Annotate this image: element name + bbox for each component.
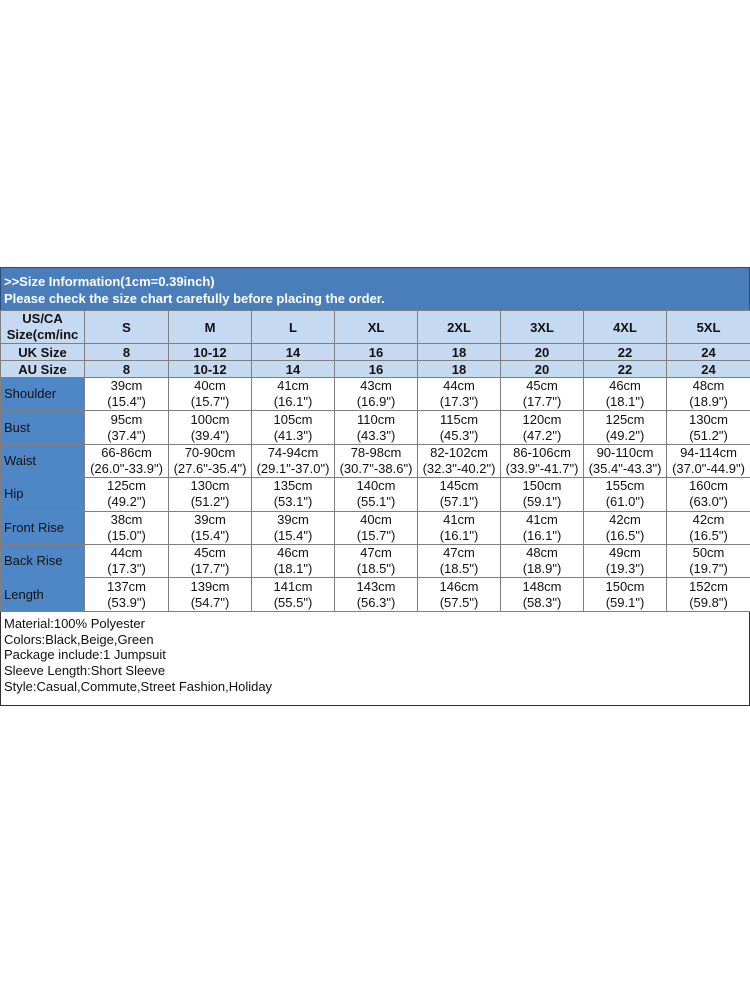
inch-value: (16.1") [522, 527, 562, 543]
measurement-cell [418, 544, 501, 577]
us-ca-size-header: US/CA Size(cm/inc [1, 311, 85, 344]
cm-value: 135cm [273, 478, 313, 494]
cm-value: 160cm [688, 478, 729, 494]
size-cell: 18 [418, 344, 501, 361]
product-notes [0, 612, 750, 706]
measurement-row [1, 444, 750, 477]
size-header-cell: XL [335, 311, 418, 344]
measurement-cell [169, 378, 252, 411]
measurement-label: Shoulder [1, 378, 85, 411]
inch-value: (27.6"-35.4") [173, 460, 247, 476]
cm-value: 141cm [273, 578, 313, 594]
inch-value: (56.3") [356, 594, 396, 610]
cm-value: 74-94cm [267, 444, 319, 460]
cm-value: 66-86cm [101, 444, 152, 460]
measurement-cell [667, 544, 750, 577]
cm-value: 120cm [522, 411, 562, 427]
inch-value: (51.2") [190, 494, 230, 510]
inch-value: (54.7") [190, 594, 230, 610]
inch-value: (33.9"-41.7") [505, 460, 579, 476]
inch-value: (55.5") [273, 594, 313, 610]
cm-value: 130cm [688, 411, 729, 427]
measurement-cell [85, 411, 169, 444]
inch-value: (15.4") [273, 527, 313, 543]
measurement-cell [85, 478, 169, 511]
cm-value: 152cm [688, 578, 729, 594]
measurement-row [1, 411, 750, 444]
measurement-cell [85, 544, 169, 577]
measurement-label: Length [1, 578, 85, 611]
measurement-cell [501, 478, 584, 511]
cm-value: 78-98cm [350, 444, 402, 460]
measurement-cell [252, 411, 335, 444]
cm-value: 41cm [443, 511, 475, 527]
cm-value: 45cm [194, 545, 226, 561]
au-row [1, 361, 750, 378]
cm-value: 39cm [194, 511, 226, 527]
cm-value: 48cm [692, 378, 725, 394]
measurement-cell [584, 411, 667, 444]
measurement-cell [169, 511, 252, 544]
inch-value: (15.0") [107, 527, 146, 543]
cm-value: 39cm [110, 378, 143, 394]
size-cell: 20 [501, 344, 584, 361]
cm-value: 90-110cm [596, 444, 654, 460]
measurement-cell [335, 544, 418, 577]
inch-value: (30.7"-38.6") [339, 460, 413, 476]
measurement-cell [667, 378, 750, 411]
inch-value: (18.1") [273, 561, 313, 577]
inch-value: (51.2") [689, 427, 728, 443]
inch-value: (19.3") [605, 561, 645, 577]
cm-value: 40cm [194, 378, 226, 394]
banner-subtitle: Please check the size chart carefully before placing the order. [4, 291, 385, 306]
measurement-cell [418, 444, 501, 477]
size-header-cell: 5XL [667, 311, 750, 344]
inch-value: (43.3") [356, 427, 396, 443]
uk-row [1, 344, 750, 361]
measurement-cell [335, 378, 418, 411]
measurement-cell [501, 411, 584, 444]
measurement-cell [335, 578, 418, 611]
size-cell: 16 [335, 361, 418, 378]
inch-value: (18.5") [439, 561, 479, 577]
inch-value: (17.3") [439, 394, 479, 410]
size-cell: 18 [418, 361, 501, 378]
measurement-cell [252, 578, 335, 611]
cm-value: 150cm [605, 578, 645, 594]
inch-value: (15.7") [190, 394, 230, 410]
measurement-cell [667, 511, 750, 544]
cm-value: 49cm [609, 545, 641, 561]
inch-value: (29.1"-37.0") [256, 460, 330, 476]
size-cell: 10-12 [169, 361, 252, 378]
inch-value: (59.1") [522, 494, 562, 510]
measurement-label: Waist [1, 444, 85, 477]
cm-value: 42cm [609, 511, 641, 527]
measurement-cell [252, 511, 335, 544]
cm-value: 41cm [277, 378, 309, 394]
cm-value: 44cm [443, 378, 475, 394]
cm-value: 139cm [190, 578, 230, 594]
inch-value: (17.7") [190, 561, 230, 577]
measurement-cell [85, 378, 169, 411]
measurement-cell [418, 478, 501, 511]
measurement-row [1, 511, 750, 544]
measurement-cell [584, 444, 667, 477]
inch-value: (59.1") [605, 594, 645, 610]
measurement-cell [501, 578, 584, 611]
header-row [1, 311, 750, 344]
inch-value: (18.5") [356, 561, 396, 577]
cm-value: 86-106cm [513, 444, 571, 460]
inch-value: (16.1") [273, 394, 313, 410]
measurement-row [1, 478, 750, 511]
measurement-cell [169, 478, 252, 511]
measurement-cell [584, 578, 667, 611]
size-table [0, 310, 750, 612]
inch-value: (39.4") [190, 427, 230, 443]
row-header: AU Size [1, 361, 85, 378]
size-cell: 14 [252, 344, 335, 361]
cm-value: 38cm [110, 511, 143, 527]
measurement-cell [252, 544, 335, 577]
cm-value: 41cm [526, 511, 558, 527]
inch-value: (18.9") [522, 561, 562, 577]
inch-value: (19.7") [689, 561, 728, 577]
cm-value: 110cm [356, 411, 396, 427]
measurement-cell [418, 578, 501, 611]
measurement-row [1, 378, 750, 411]
measurement-cell [335, 478, 418, 511]
cm-value: 95cm [110, 411, 143, 427]
inch-value: (61.0") [605, 494, 645, 510]
size-cell: 8 [85, 344, 169, 361]
cm-value: 125cm [106, 478, 147, 494]
measurement-cell [252, 378, 335, 411]
cm-value: 150cm [522, 478, 562, 494]
cm-value: 48cm [526, 545, 558, 561]
size-cell: 16 [335, 344, 418, 361]
size-cell: 8 [85, 361, 169, 378]
inch-value: (15.7") [356, 527, 396, 543]
row-header: UK Size [1, 344, 85, 361]
cm-value: 46cm [277, 545, 309, 561]
measurement-label: Front Rise [1, 511, 85, 544]
inch-value: (37.0"-44.9") [672, 460, 745, 476]
size-cell: 14 [252, 361, 335, 378]
size-header-cell: M [169, 311, 252, 344]
cm-value: 105cm [273, 411, 313, 427]
inch-value: (16.9") [356, 394, 396, 410]
measurement-label: Back Rise [1, 544, 85, 577]
measurement-label: Hip [1, 478, 85, 511]
measurement-cell [584, 544, 667, 577]
note-line: Colors:Black,Beige,Green [4, 631, 154, 647]
measurement-cell [667, 578, 750, 611]
cm-value: 70-90cm [184, 444, 236, 460]
cm-value: 39cm [277, 511, 309, 527]
cm-value: 50cm [692, 545, 725, 561]
cm-value: 137cm [106, 578, 147, 594]
measurement-cell [169, 544, 252, 577]
cm-value: 155cm [605, 478, 645, 494]
cm-value: 115cm [439, 411, 479, 427]
inch-value: (57.5") [439, 594, 479, 610]
inch-value: (26.0"-33.9") [90, 460, 163, 476]
banner-title: >>Size Information(1cm=0.39inch) [4, 274, 215, 289]
inch-value: (18.1") [605, 394, 645, 410]
inch-value: (37.4") [107, 427, 146, 443]
size-header-cell: 3XL [501, 311, 584, 344]
note-line: Style:Casual,Commute,Street Fashion,Holiday [4, 678, 273, 694]
inch-value: (58.3") [522, 594, 562, 610]
inch-value: (59.8") [689, 594, 728, 610]
cm-value: 125cm [605, 411, 645, 427]
size-cell: 22 [584, 344, 667, 361]
cm-value: 94-114cm [680, 444, 737, 460]
measurement-cell [335, 411, 418, 444]
cm-value: 143cm [356, 578, 396, 594]
cm-value: 40cm [360, 511, 392, 527]
measurement-cell [252, 444, 335, 477]
measurement-cell [501, 378, 584, 411]
cm-value: 43cm [360, 378, 392, 394]
size-header-cell: 2XL [418, 311, 501, 344]
inch-value: (15.4") [107, 394, 146, 410]
measurement-cell [667, 478, 750, 511]
cm-value: 46cm [609, 378, 641, 394]
measurement-cell [335, 511, 418, 544]
cm-value: 140cm [356, 478, 396, 494]
measurement-cell [418, 411, 501, 444]
inch-value: (15.4") [190, 527, 230, 543]
size-header-cell: 4XL [584, 311, 667, 344]
cm-value: 130cm [190, 478, 230, 494]
cm-value: 146cm [439, 578, 479, 594]
note-line: Material:100% Polyester [4, 615, 145, 631]
measurement-cell [418, 378, 501, 411]
inch-value: (49.2") [107, 494, 146, 510]
size-cell: 10-12 [169, 344, 252, 361]
size-header-cell: L [252, 311, 335, 344]
measurement-cell [85, 511, 169, 544]
cm-value: 47cm [360, 545, 392, 561]
measurement-cell [169, 444, 252, 477]
inch-value: (17.7") [522, 394, 562, 410]
cm-value: 47cm [443, 545, 475, 561]
measurement-cell [667, 411, 750, 444]
inch-value: (63.0") [689, 494, 728, 510]
measurement-cell [667, 444, 750, 477]
inch-value: (57.1") [439, 494, 479, 510]
inch-value: (55.1") [356, 494, 396, 510]
inch-value: (16.5") [689, 527, 728, 543]
measurement-cell [169, 411, 252, 444]
measurement-cell [418, 511, 501, 544]
measurement-cell [501, 444, 584, 477]
measurement-cell [85, 444, 169, 477]
size-header-cell: S [85, 311, 169, 344]
cm-value: 145cm [439, 478, 479, 494]
size-chart [0, 267, 750, 706]
measurement-cell [501, 511, 584, 544]
note-line: Package include:1 Jumpsuit [4, 647, 166, 663]
measurement-row [1, 578, 750, 611]
cm-value: 44cm [110, 545, 143, 561]
inch-value: (47.2") [522, 427, 562, 443]
measurement-cell [252, 478, 335, 511]
inch-value: (16.5") [605, 527, 645, 543]
measurement-cell [584, 478, 667, 511]
inch-value: (49.2") [605, 427, 645, 443]
cm-value: 82-102cm [430, 444, 488, 460]
size-cell: 24 [667, 361, 750, 378]
inch-value: (41.3") [273, 427, 313, 443]
inch-value: (53.1") [273, 494, 313, 510]
size-cell: 20 [501, 361, 584, 378]
size-cell: 22 [584, 361, 667, 378]
inch-value: (53.9") [107, 594, 146, 610]
inch-value: (16.1") [439, 527, 479, 543]
measurement-cell [85, 578, 169, 611]
inch-value: (45.3") [439, 427, 479, 443]
inch-value: (18.9") [689, 394, 728, 410]
inch-value: (35.4"-43.3") [588, 460, 662, 476]
size-cell: 24 [667, 344, 750, 361]
measurement-cell [335, 444, 418, 477]
cm-value: 45cm [526, 378, 558, 394]
measurement-label: Bust [1, 411, 85, 444]
measurement-cell [169, 578, 252, 611]
cm-value: 42cm [692, 511, 725, 527]
cm-value: 148cm [522, 578, 562, 594]
inch-value: (17.3") [107, 561, 146, 577]
measurement-row [1, 544, 750, 577]
size-info-banner [0, 267, 750, 310]
measurement-cell [584, 378, 667, 411]
inch-value: (32.3"-40.2") [422, 460, 496, 476]
cm-value: 100cm [190, 411, 230, 427]
measurement-cell [501, 544, 584, 577]
note-line: Sleeve Length:Short Sleeve [4, 663, 166, 679]
measurement-cell [584, 511, 667, 544]
